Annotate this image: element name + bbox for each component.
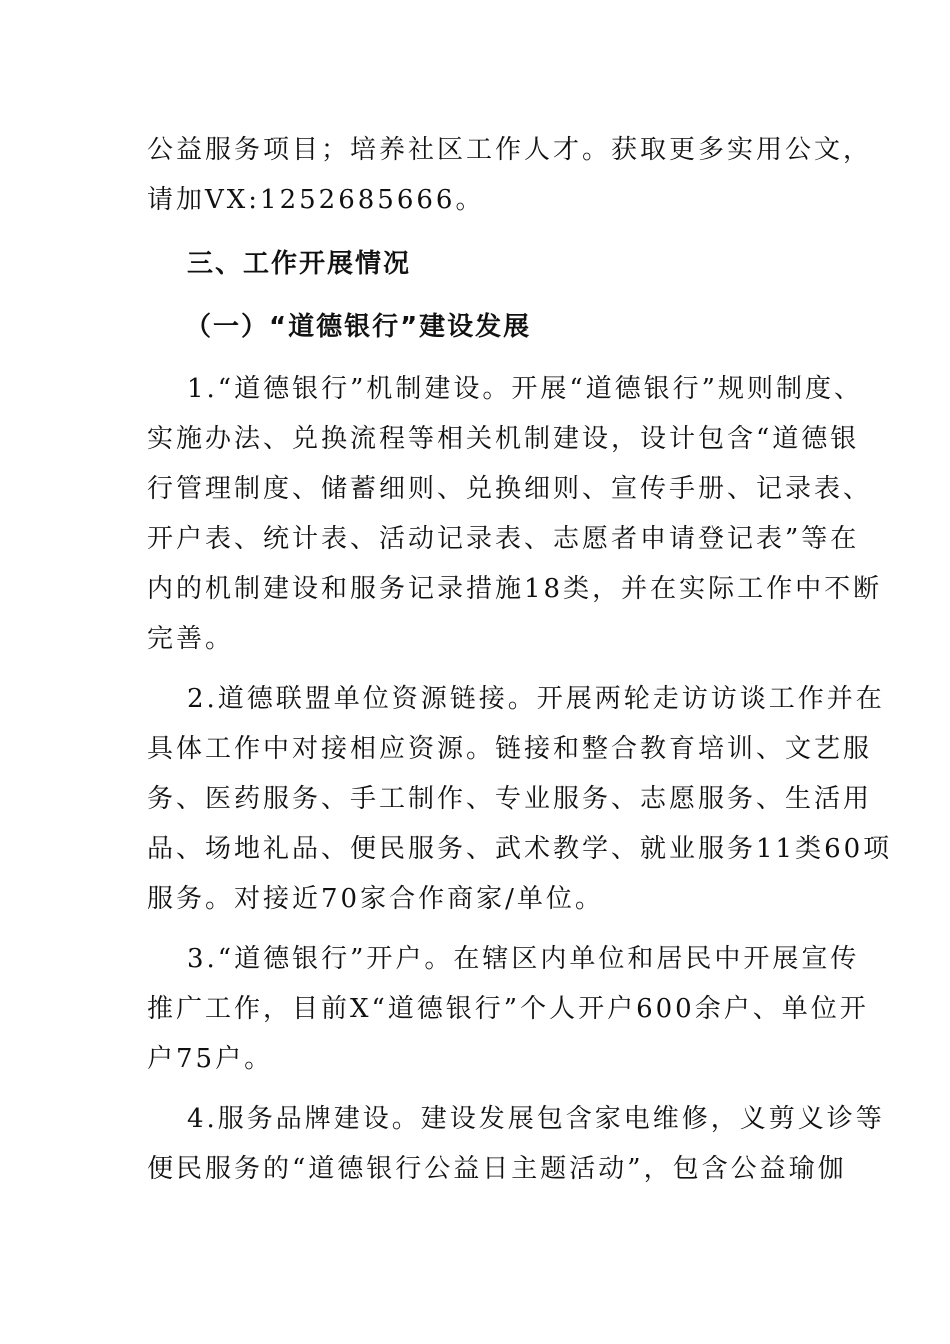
- paragraph-3-line: 推广工作，目前X“道德银行”个人开户600余户、单位开: [147, 994, 869, 1024]
- paragraph-3-line: 户75户。: [147, 1044, 274, 1074]
- paragraph-1-line: 1.“道德银行”机制建设。开展“道德银行”规则制度、: [187, 374, 863, 404]
- body-text-line: 请加VX:1252685666。: [147, 185, 485, 215]
- paragraph-1-line: 实施办法、兑换流程等相关机制建设，设计包含“道德银: [147, 424, 860, 454]
- paragraph-2-line: 务、医药服务、手工制作、专业服务、志愿服务、生活用: [147, 784, 873, 814]
- section-heading: 三、工作开展情况: [187, 249, 412, 279]
- paragraph-2-line: 2.道德联盟单位资源链接。开展两轮走访访谈工作并在: [187, 684, 885, 714]
- paragraph-1-line: 内的机制建设和服务记录措施18类，并在实际工作中不断: [147, 574, 883, 604]
- paragraph-1-line: 完善。: [147, 624, 235, 654]
- paragraph-4-line: 便民服务的“道德银行公益日主题活动”，包含公益瑜伽: [147, 1154, 847, 1184]
- paragraph-1-line: 开户表、统计表、活动记录表、志愿者申请登记表”等在: [147, 524, 860, 554]
- paragraph-2-line: 服务。对接近70家合作商家/单位。: [147, 884, 604, 914]
- paragraph-2-line: 品、场地礼品、便民服务、武术教学、就业服务11类60项: [147, 834, 893, 864]
- subsection-heading: （一）“道德银行”建设发展: [185, 312, 532, 342]
- paragraph-3-line: 3.“道德银行”开户。在辖区内单位和居民中开展宣传: [187, 944, 860, 974]
- paragraph-1-line: 行管理制度、储蓄细则、兑换细则、宣传手册、记录表、: [147, 474, 873, 504]
- paragraph-4-line: 4.服务品牌建设。建设发展包含家电维修，义剪义诊等: [187, 1104, 885, 1134]
- paragraph-2-line: 具体工作中对接相应资源。链接和整合教育培训、文艺服: [147, 734, 873, 764]
- body-text-line: 公益服务项目；培养社区工作人才。获取更多实用公文，: [147, 135, 873, 165]
